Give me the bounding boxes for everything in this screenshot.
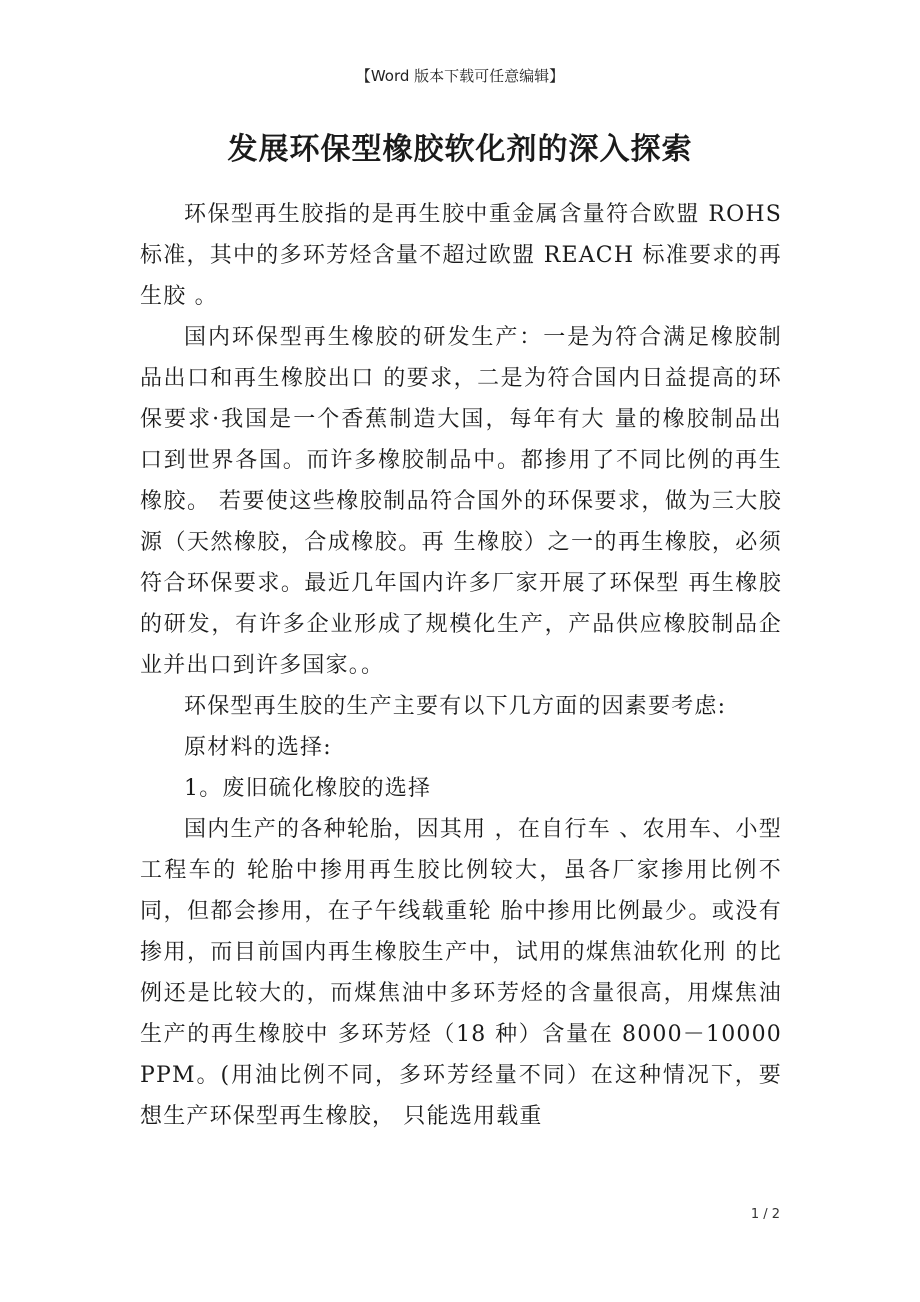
paragraph: 环保型再生胶的生产主要有以下几方面的因素要考虑:: [184, 694, 727, 719]
paragraph: 原材料的选择:: [184, 735, 332, 760]
document-body: [140, 194, 782, 1137]
paragraph: 1。废旧硫化橡胶的选择: [184, 776, 432, 801]
page-header-label: 【Word 版本下载可任意编辑】: [355, 67, 565, 85]
paragraph: 国内环保型再生橡胶的研发生产：一是为符合满足橡胶制品出口和再生橡胶出口 的要求，二是为符合国内日益提高的环保要求·我国是一个香蕉制造大国，每年有大 量的橡胶制品出口到世界各国。而许多橡胶制品中。都掺用了不同比例的再生橡胶。 若要使这些橡胶制品符合国外的环保要求，做为三大胶源（天然橡胶，合成橡胶。再 生橡胶）之一的再生橡胶，必须符合环保要求。最近几年国内许多厂家开展了环保型 再生橡胶的研发，有许多企业形成了规模化生产，产品供应橡胶制品企业并出口到许多国家。。: [140, 325, 782, 678]
document-title: 发展环保型橡胶软化剂的深入探索: [227, 132, 693, 167]
paragraph: 环保型再生胶指的是再生胶中重金属含量符合欧盟 ROHS 标准，其中的多环芳烃含量不超过欧盟 REACH 标准要求的再生胶 。: [140, 202, 782, 309]
paragraph: 国内生产的各种轮胎，因其用 ，在自行车 、农用车、小型工程车的 轮胎中掺用再生胶比例较大，虽各厂家掺用比例不同，但都会掺用，在子午线载重轮 胎中掺用比例最少。或没有掺用，而目前国内再生橡胶生产中，试用的煤焦油软化刑 的比例还是比较大的，而煤焦油中多环芳烃的含量很高，用煤焦油生产的再生橡胶中 多环芳烃（18 种）含量在 8000－10000PPM。(用油比例不同，多环芳经量不同）在这种情况下，要想生产环保型再生橡胶， 只能选用载重: [140, 817, 782, 1129]
page-number: 1 / 2: [750, 1207, 780, 1222]
